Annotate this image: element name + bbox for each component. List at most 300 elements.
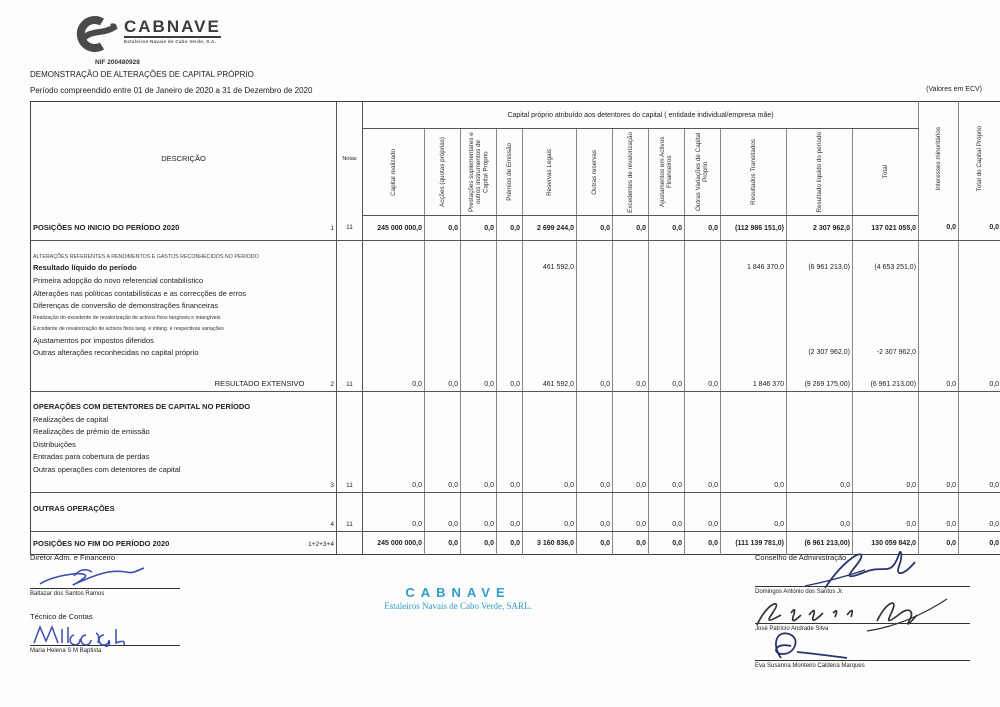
cell-value [721, 451, 787, 464]
row-notas: 11 [337, 515, 363, 532]
cell-value: (2 307 962,0) [787, 347, 853, 360]
cell-value [919, 451, 959, 464]
cell-value [613, 347, 649, 360]
signature-maria [30, 621, 150, 647]
cell-value [853, 300, 919, 313]
cell-value [649, 451, 685, 464]
cell-value [853, 312, 919, 323]
row-description: 3 [31, 476, 337, 493]
cell-value [685, 391, 721, 413]
cell-value [497, 312, 523, 323]
signature-block-board [755, 553, 970, 673]
cell-value [649, 347, 685, 360]
cell-value: 0,0 [853, 476, 919, 493]
cell-value [919, 300, 959, 313]
cell-value [497, 451, 523, 464]
row-description: POSIÇÕES NO INICIO DO PERÍODO 2020 1 [31, 216, 337, 241]
cell-value [959, 334, 1000, 347]
cell-value [363, 241, 425, 260]
row-description: Excedente de revalorização de activos fixos tang. e intang. e respectivas variações [31, 323, 337, 334]
column-header-10: Resultados Transitados [721, 129, 787, 216]
signature-name: Baltazar dos Santos Ramos [30, 591, 105, 597]
cell-value [787, 493, 853, 515]
cell-value [919, 334, 959, 347]
cell-value: 0,0 [685, 216, 721, 241]
cell-value [959, 241, 1000, 260]
cell-value: 0,0 [577, 359, 613, 391]
cell-value: 0,0 [685, 532, 721, 555]
cell-value [959, 275, 1000, 288]
cell-value [685, 241, 721, 260]
cell-value [787, 323, 853, 334]
cell-value: 0,0 [577, 532, 613, 555]
cell-value [497, 287, 523, 300]
cell-value [685, 287, 721, 300]
cell-value [613, 438, 649, 451]
cell-value [461, 287, 497, 300]
cell-value [721, 347, 787, 360]
row-description: RESULTADO EXTENSIVO 2 [31, 359, 337, 391]
row-notas [337, 323, 363, 334]
row-description: Resultado líquido do período [31, 260, 337, 275]
cell-value [853, 334, 919, 347]
cell-value [649, 463, 685, 476]
cell-value [787, 463, 853, 476]
cell-value: 0,0 [577, 216, 613, 241]
column-header-interesses-minoritarios: Interesses minoritários [919, 102, 959, 216]
cell-value [497, 241, 523, 260]
cell-value [363, 323, 425, 334]
row-notas [337, 260, 363, 275]
cell-value [425, 413, 461, 426]
cell-value [363, 391, 425, 413]
signature-name: Eva Susanna Monteiro Caldeira Marques [755, 663, 865, 669]
cell-value [577, 347, 613, 360]
cell-value [649, 312, 685, 323]
cell-value [461, 312, 497, 323]
cell-value [853, 391, 919, 413]
cell-value [577, 287, 613, 300]
nif-number: NIF 200480928 [95, 59, 140, 66]
cell-value [685, 323, 721, 334]
cell-value [853, 323, 919, 334]
signature-line [755, 564, 970, 587]
cell-value: 0,0 [685, 476, 721, 493]
row-notas [337, 391, 363, 413]
row-description: 4 [31, 515, 337, 532]
cell-value [613, 391, 649, 413]
cell-value [363, 260, 425, 275]
cell-value: 0,0 [787, 476, 853, 493]
cell-value [649, 413, 685, 426]
cell-value: 0,0 [425, 476, 461, 493]
cell-value [425, 287, 461, 300]
cell-value: 0,0 [363, 515, 425, 532]
cell-value [959, 323, 1000, 334]
cell-value [787, 426, 853, 439]
cell-value [787, 241, 853, 260]
cell-value: (111 139 781,0) [721, 532, 787, 555]
row-description: Ajustamentos por impostos diferidos [31, 334, 337, 347]
column-header-descricao: DESCRIÇÃO [31, 102, 337, 216]
cell-value [613, 334, 649, 347]
document-title: DEMONSTRAÇÃO DE ALTERAÇÕES DE CAPITAL PRÓPRIO [30, 70, 254, 79]
cell-value [721, 426, 787, 439]
cell-value [577, 463, 613, 476]
cell-value [787, 451, 853, 464]
cell-value [461, 323, 497, 334]
company-stamp [318, 585, 598, 611]
column-header-4: Prémios de Emissão [497, 129, 523, 216]
cell-value: 0,0 [461, 359, 497, 391]
cell-value [523, 312, 577, 323]
cell-value: 0,0 [613, 515, 649, 532]
logo-name: CABNAVE [124, 17, 221, 36]
column-header-notas: Notas [337, 102, 363, 216]
cell-value [649, 287, 685, 300]
column-header-3: Prestações suplementares e outros instrumentos de Capital Próprio [461, 129, 497, 216]
cell-value: 0,0 [787, 515, 853, 532]
cell-value: 0,0 [363, 476, 425, 493]
cell-value: 0,0 [989, 539, 1000, 547]
signature-block-director [30, 553, 180, 597]
cell-value [613, 287, 649, 300]
cell-value: (9 269 175,00) [787, 359, 853, 391]
cell-value [721, 287, 787, 300]
cell-value [577, 426, 613, 439]
signature-name: Maria Helena S M Baptista [30, 648, 102, 654]
table-row [31, 426, 1000, 439]
table-row [31, 438, 1000, 451]
cell-value [613, 241, 649, 260]
cell-value [787, 275, 853, 288]
column-header-total-capital-proprio: Total do Capital Próprio [959, 102, 1000, 216]
cell-value: (6 961 213,00) [853, 359, 919, 391]
cell-value [685, 438, 721, 451]
cell-value: 0,0 [959, 515, 1000, 532]
cell-value [685, 451, 721, 464]
row-description: Alterações nas políticas contabilísticas e as correcções de erros [31, 287, 337, 300]
row-notas: 11 [337, 476, 363, 493]
cell-value [523, 300, 577, 313]
cell-value [577, 312, 613, 323]
cell-value [959, 300, 1000, 313]
table-row [31, 260, 1000, 275]
cell-value [685, 275, 721, 288]
cell-value [461, 300, 497, 313]
row-notas [337, 463, 363, 476]
cell-value [461, 241, 497, 260]
cell-value: 245 000 000,0 [363, 532, 425, 555]
cabnave-logo-icon [72, 14, 118, 54]
signature-name: José Patrício Andrade Silva [755, 626, 829, 632]
cell-value [523, 438, 577, 451]
cell-value [425, 260, 461, 275]
cell-value [461, 347, 497, 360]
cell-value [613, 312, 649, 323]
cell-value [425, 493, 461, 515]
cell-value [649, 426, 685, 439]
cell-value [523, 275, 577, 288]
cell-value: 0,0 [523, 476, 577, 493]
column-header-6: Outras reservas [577, 129, 613, 216]
cell-value [577, 493, 613, 515]
cell-value: 0,0 [497, 515, 523, 532]
cell-value: 0,0 [461, 532, 497, 555]
cell-value [497, 275, 523, 288]
table-row [31, 391, 1000, 413]
equity-changes-table [30, 101, 1000, 555]
cell-value [787, 413, 853, 426]
cell-value: 0,0 [919, 515, 959, 532]
cell-value [363, 493, 425, 515]
cell-value [649, 275, 685, 288]
stamp-subtitle: Estaleiros Navais de Cabo Verde, SARL. [384, 601, 532, 611]
document-period: Período compreendido entre 01 de Janeiro de 2020 a 31 de Dezembro de 2020 [30, 86, 313, 95]
cell-value [919, 312, 959, 323]
cell-value [425, 334, 461, 347]
cell-value [497, 463, 523, 476]
cell-value [577, 260, 613, 275]
row-description: Primeira adopção do novo referencial contabilístico [31, 275, 337, 288]
cell-value: 0,0 [461, 216, 497, 241]
cell-value [613, 451, 649, 464]
signature-line [30, 562, 180, 589]
table-row [31, 532, 1000, 555]
column-header-1: Capital realizado [363, 129, 425, 216]
row-notas [337, 347, 363, 360]
cell-value [523, 391, 577, 413]
cell-value [919, 347, 959, 360]
table-row [31, 413, 1000, 426]
cell-value [577, 391, 613, 413]
cell-value [363, 312, 425, 323]
cell-value [649, 391, 685, 413]
cell-value: 0,0 [959, 359, 1000, 391]
cell-value: (4 653 251,0) [853, 260, 919, 275]
cell-value [853, 463, 919, 476]
cell-value [497, 323, 523, 334]
cell-value [685, 334, 721, 347]
cell-value: 461 592,0 [523, 359, 577, 391]
cell-value [523, 287, 577, 300]
logo-tagline: Estaleiros Navais de Cabo Verde, S.A. [124, 36, 221, 44]
cell-value [363, 334, 425, 347]
cell-value: 0,0 [461, 476, 497, 493]
row-description: Realizações de capital [31, 413, 337, 426]
cell-value [613, 493, 649, 515]
cell-value: 0,0 [613, 216, 649, 241]
column-header-2: Acções (quotas próprias) [425, 129, 461, 216]
cell-value [577, 300, 613, 313]
cell-value [363, 426, 425, 439]
cell-value [497, 347, 523, 360]
cell-value [649, 438, 685, 451]
cell-value [461, 463, 497, 476]
cell-value [649, 241, 685, 260]
cell-value [613, 413, 649, 426]
cell-value: 0,0 [613, 359, 649, 391]
row-notas [337, 532, 363, 555]
row-notas: 11 [337, 216, 363, 241]
row-notas [337, 275, 363, 288]
table-row [31, 287, 1000, 300]
row-description: POSIÇÕES NO FIM DO PERÍODO 2020 1+2+3+4 [31, 532, 337, 555]
cell-value [685, 260, 721, 275]
cell-value [959, 438, 1000, 451]
cell-value [497, 438, 523, 451]
cell-value [853, 241, 919, 260]
cell-value: 0,0 [685, 359, 721, 391]
cell-value: 0,0 [721, 476, 787, 493]
cell-value [577, 413, 613, 426]
row-notas [337, 413, 363, 426]
column-header-8: Ajustamentos em Activos Financeiros [649, 129, 685, 216]
cell-value [649, 493, 685, 515]
cell-value: 0,0 [363, 359, 425, 391]
column-header-11: Resultado líquido do período [787, 129, 853, 216]
cell-value [787, 438, 853, 451]
cell-value: -2 307 962,0 [853, 347, 919, 360]
column-header-9: Outras Variações de Capital Próprio [685, 129, 721, 216]
row-notas [337, 287, 363, 300]
cell-value [497, 300, 523, 313]
cell-value [461, 493, 497, 515]
cell-value [425, 312, 461, 323]
cell-value [919, 438, 959, 451]
cell-value [425, 275, 461, 288]
cell-value: 0,0 [425, 216, 461, 241]
row-notas [337, 334, 363, 347]
group-header: Capital próprio atribuído aos detentores do capital ( entidade individual/empresa mãe) [363, 102, 919, 129]
cell-value [523, 413, 577, 426]
cell-value [685, 426, 721, 439]
cell-value [497, 426, 523, 439]
cell-value [853, 438, 919, 451]
cabnave-logo [72, 14, 221, 54]
cell-value: 130 059 842,0 [853, 532, 919, 555]
cell-value [523, 426, 577, 439]
row-notas [337, 493, 363, 515]
cell-value [363, 300, 425, 313]
signature-line [30, 621, 180, 646]
row-description: Outras alterações reconhecidas no capital próprio [31, 347, 337, 360]
cell-value [363, 438, 425, 451]
row-notas [337, 451, 363, 464]
cell-value: 0,0 [919, 359, 959, 391]
cell-value [461, 391, 497, 413]
cell-value: (6 961 213,0) [787, 260, 853, 275]
row-description: Entradas para cobertura de perdas [31, 451, 337, 464]
cell-value [523, 463, 577, 476]
cell-value [959, 463, 1000, 476]
cell-value: 1 846 370,0 [721, 260, 787, 275]
cell-value: (6 961 213,00) [787, 532, 853, 555]
cell-value [363, 451, 425, 464]
cell-value [721, 438, 787, 451]
cell-value [613, 275, 649, 288]
cell-value [425, 347, 461, 360]
table-row [31, 359, 1000, 391]
cell-value [461, 334, 497, 347]
column-header-7: Excedentes de revalorização [613, 129, 649, 216]
cell-value [649, 300, 685, 313]
signature-block-tecnico [30, 612, 180, 654]
cell-value [523, 451, 577, 464]
cell-value: 0,0 [919, 476, 959, 493]
board-title: Conselho de Administração [755, 553, 847, 562]
cell-value: 137 021 055,0 [853, 216, 919, 241]
cell-value: 0,0 [461, 515, 497, 532]
cell-value [461, 426, 497, 439]
table-row [31, 275, 1000, 288]
signature-line [755, 601, 970, 624]
cell-value: 0,0 [523, 515, 577, 532]
cell-value [959, 451, 1000, 464]
cell-value [919, 493, 959, 515]
signature-title: Técnico de Contas [30, 612, 93, 621]
cell-value [425, 241, 461, 260]
cell-value [919, 287, 959, 300]
column-header-12: Total [853, 129, 919, 216]
cell-value [919, 241, 959, 260]
cell-value [497, 334, 523, 347]
cell-value [523, 323, 577, 334]
cell-value: 0,0 [577, 476, 613, 493]
cell-value [685, 347, 721, 360]
table-row [31, 476, 1000, 493]
cell-value [497, 260, 523, 275]
cell-value [919, 391, 959, 413]
cell-value [649, 334, 685, 347]
cell-value [363, 463, 425, 476]
cell-value [721, 323, 787, 334]
row-notas [337, 300, 363, 313]
cell-value [959, 260, 1000, 275]
row-description: Diferenças de conversão de demonstrações financeiras [31, 300, 337, 313]
cell-value [787, 300, 853, 313]
cell-value [787, 287, 853, 300]
cell-value [577, 438, 613, 451]
cell-value [425, 451, 461, 464]
row-description: Realizações de prémio de emissão [31, 426, 337, 439]
cell-value [613, 300, 649, 313]
cell-value [523, 241, 577, 260]
cell-value [425, 300, 461, 313]
cell-value [613, 426, 649, 439]
cell-value [959, 413, 1000, 426]
cell-value [919, 260, 959, 275]
cell-value: 0,0 [649, 532, 685, 555]
cell-value [721, 300, 787, 313]
cell-value [853, 426, 919, 439]
cell-value [497, 391, 523, 413]
table-row [31, 312, 1000, 323]
cell-value [461, 438, 497, 451]
cell-value [425, 426, 461, 439]
cell-value [919, 463, 959, 476]
cell-value: 461 592,0 [523, 260, 577, 275]
cell-value [649, 323, 685, 334]
row-description: ALTERAÇÕES REFERENTES A RENDIMENTOS E GASTOS RECONHECIDOS NO PERÍODO [31, 241, 337, 260]
cell-value: 0,0 [425, 359, 461, 391]
cell-value: 0,0 [959, 476, 1000, 493]
cell-value [787, 391, 853, 413]
row-description: Outras operações com detentores de capital [31, 463, 337, 476]
cell-value: 0,0 [497, 216, 523, 241]
cell-value [425, 463, 461, 476]
cell-value: 0,0 [721, 515, 787, 532]
